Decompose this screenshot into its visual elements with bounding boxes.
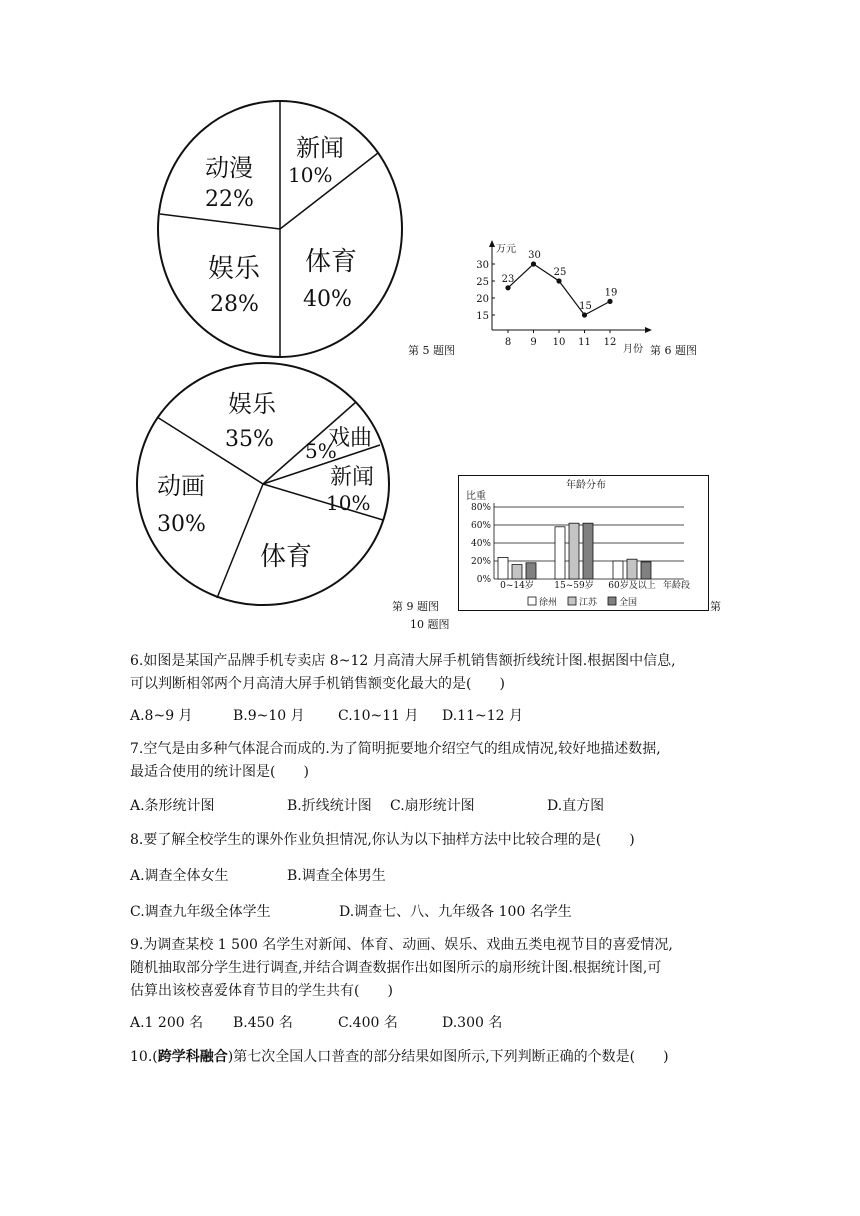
q7-option-b: B.折线统计图 <box>287 798 372 814</box>
bar10-legend-label: 全国 <box>619 598 638 608</box>
line6-x-tick-label: 8 <box>504 337 512 348</box>
line6-y-tick-label: 30 <box>476 260 489 271</box>
bar10-y-tick-label: 60% <box>470 521 491 531</box>
q7-option-d: D.直方图 <box>547 798 605 814</box>
line6-point <box>556 278 561 283</box>
q7-option-c: C.扇形统计图 <box>390 798 475 814</box>
line6-x-tick-label: 9 <box>530 337 537 348</box>
question-8 <box>130 829 740 852</box>
line6-y-tick-label: 20 <box>476 294 489 305</box>
bar10-x-tick-label: 15~59岁 <box>554 581 594 591</box>
question-9 <box>130 934 740 1003</box>
question-8-line: 8.要了解全校学生的课外作业负担情况,你认为以下抽样方法中比较合理的是( ) <box>130 832 635 848</box>
q6-option-b: B.9~10 月 <box>233 708 305 724</box>
pie9-slice-label: 戏曲 <box>328 426 373 451</box>
pie9-slice-pct: 10% <box>326 491 371 515</box>
question-10 <box>130 1046 740 1069</box>
line6-point <box>582 312 587 317</box>
q6-option-d: D.11~12 月 <box>442 708 523 724</box>
bar10-bar <box>583 523 593 579</box>
q8-option-a: A.调查全体女生 <box>130 868 229 884</box>
q9-option-d: D.300 名 <box>442 1015 503 1031</box>
pie5-slice-pct: 22% <box>205 187 254 212</box>
pie9-slice-label: 新闻 <box>330 465 375 490</box>
pie5-slice-pct: 10% <box>288 163 333 187</box>
line6-xlabel: 月份 <box>623 344 643 355</box>
figure-caption-q10-a: 第 <box>710 600 721 613</box>
bar10-y-tick-label: 80% <box>470 503 491 513</box>
bar10-bar <box>569 523 579 579</box>
bar10-y-tick-label: 20% <box>470 557 491 567</box>
question-7-line: 7.空气是由多种气体混合而成的.为了简明扼要地介绍空气的组成情况,较好地描述数据, <box>130 741 661 757</box>
pie-chart-q9 <box>133 360 393 610</box>
line6-point-label: 15 <box>579 301 592 312</box>
bar10-bar <box>613 561 623 579</box>
q8-option-d: D.调查七、八、九年级各 100 名学生 <box>339 904 572 920</box>
q9-option-b: B.450 名 <box>233 1015 293 1031</box>
question-6-line: 可以判断相邻两个月高清大屏手机销售额变化最大的是( ) <box>130 676 505 692</box>
pie5-slice-pct: 28% <box>210 292 259 317</box>
line6-x-tick-label: 11 <box>578 337 591 348</box>
q9-option-a: A.1 200 名 <box>130 1015 204 1031</box>
bar10-bar <box>555 527 565 579</box>
q7-option-a: A.条形统计图 <box>130 798 215 814</box>
line6-x-tick-label: 10 <box>552 337 566 348</box>
line6-y-tick-label: 15 <box>476 311 489 322</box>
q6-option-c: C.10~11 月 <box>338 708 419 724</box>
line6-point-label: 25 <box>553 267 567 278</box>
pie5-slice-label: 动漫 <box>205 154 253 182</box>
bar10-bar <box>512 565 522 579</box>
figure-caption-q10-b: 10 题图 <box>410 618 450 631</box>
pie9-slice-label: 动画 <box>157 472 205 500</box>
q8-option-b: B.调查全体男生 <box>287 868 386 884</box>
bar10-ylabel: 比重 <box>466 491 486 502</box>
bar10-x-tick-label: 0~14岁 <box>500 581 534 591</box>
bar10-x-tick-label: 60岁及以上 <box>608 581 656 591</box>
line6-y-arrow <box>489 240 495 247</box>
bar10-y-tick-label: 40% <box>470 539 491 549</box>
question-10-prefix: 10.( <box>130 1049 158 1065</box>
question-9-line: 随机抽取部分学生进行调查,并结合调查数据作出如图所示的扇形统计图.根据统计图,可 <box>130 960 662 976</box>
question-9-line: 估算出该校喜爱体育节目的学生共有( ) <box>130 983 393 999</box>
figure-caption-q6: 第 6 题图 <box>650 344 697 357</box>
line6-point-label: 19 <box>604 287 618 299</box>
figure-caption-q9: 第 9 题图 <box>392 600 439 613</box>
bar10-bar <box>627 559 637 579</box>
pie9-slice-label: 体育 <box>260 542 313 572</box>
pie5-slice-label: 新闻 <box>296 134 344 162</box>
bar-chart-q10 <box>458 475 710 612</box>
question-9-line: 9.为调查某校 1 500 名学生对新闻、体育、动画、娱乐、戏曲五类电视节目的喜爱情况, <box>130 937 673 953</box>
q8-option-c: C.调查九年级全体学生 <box>130 904 271 920</box>
q6-option-a: A.8~9 月 <box>130 708 193 724</box>
figure-caption-q5: 第 5 题图 <box>408 344 455 357</box>
line6-point-label: 23 <box>501 273 515 285</box>
bar10-bar <box>526 563 536 579</box>
bar10-bar <box>641 562 651 579</box>
question-6-line: 6.如图是某国产品牌手机专卖店 8~12 月高清大屏手机销售额折线统计图.根据图中信息, <box>130 653 676 669</box>
line6-point <box>607 299 612 304</box>
bar10-xlabel: 年龄段 <box>663 581 691 591</box>
bar10-legend-label: 徐州 <box>539 598 558 608</box>
question-10-tag: 跨学科融合 <box>157 1049 228 1065</box>
line6-x-tick-label: 12 <box>603 337 617 348</box>
line6-ylabel: 万元 <box>496 244 516 255</box>
pie9-slice-pct: 35% <box>225 427 274 452</box>
bar10-title: 年龄分布 <box>566 480 606 491</box>
pie9-slice-label: 娱乐 <box>228 390 276 418</box>
bar10-y-tick-label: 0% <box>476 575 491 585</box>
pie9-slice-pct: 30% <box>157 512 206 537</box>
bar10-legend-label: 江苏 <box>579 598 598 608</box>
line6-x-arrow <box>645 327 652 333</box>
bar10-legend-swatch <box>608 597 616 605</box>
question-7-line: 最适合使用的统计图是( ) <box>130 764 309 780</box>
line6-y-tick-label: 25 <box>476 277 489 288</box>
question-7 <box>130 738 740 784</box>
pie5-slice-pct: 40% <box>303 287 352 312</box>
line6-point-label: 30 <box>528 250 541 261</box>
line6-point <box>505 285 510 290</box>
pie5-slice-label: 体育 <box>305 247 358 277</box>
bar10-legend-swatch <box>528 597 536 605</box>
bar10-legend-swatch <box>568 597 576 605</box>
pie5-slice-label: 娱乐 <box>208 254 261 284</box>
line-chart-q6 <box>468 238 658 356</box>
line6-point <box>531 261 536 266</box>
question-6 <box>130 650 740 696</box>
pie9-slice-pct: 5% <box>305 439 337 463</box>
question-10-text: )第七次全国人口普查的部分结果如图所示,下列判断正确的个数是( ) <box>227 1049 669 1065</box>
q9-option-c: C.400 名 <box>338 1015 398 1031</box>
pie-chart-q5 <box>155 98 405 360</box>
bar10-bar <box>498 557 508 579</box>
